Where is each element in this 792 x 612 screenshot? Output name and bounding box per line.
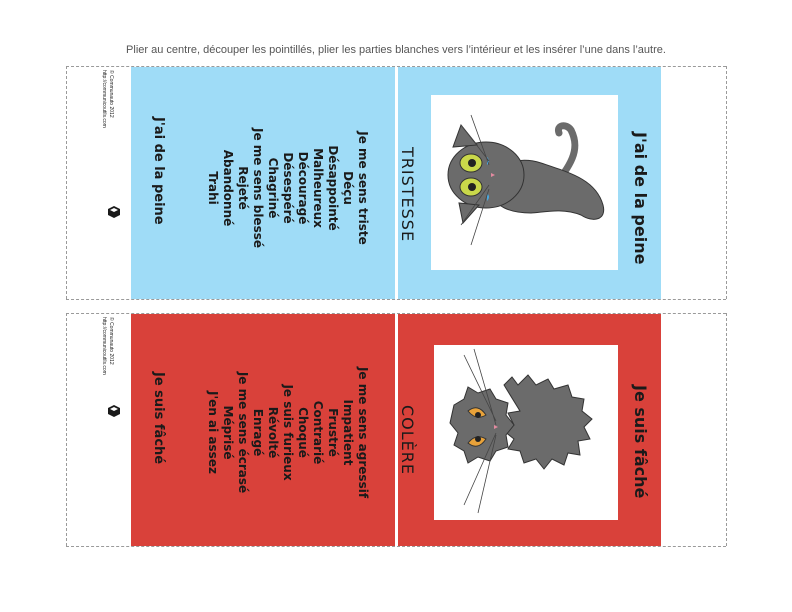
word-list-tristesse [205, 113, 370, 263]
cut-line-middle-upper [66, 299, 726, 300]
credit-tristesse [101, 70, 122, 210]
credit-colere [101, 317, 122, 457]
word-item: Déçu [341, 171, 355, 205]
caption-colere: Je suis fâché [631, 385, 650, 499]
cube-logo-icon [108, 405, 120, 417]
word-item: Révolté [266, 406, 280, 459]
word-item: Rejeté [236, 166, 250, 210]
word-item: Malheureux [311, 148, 325, 228]
cut-line-left-top [66, 66, 67, 299]
credit-text: © Communauto 2012 http://communicoutils.com [101, 317, 114, 375]
cut-line-right-top [726, 66, 727, 299]
word-item: Trahi [206, 171, 220, 205]
word-item: Frustré [326, 408, 340, 457]
instructions: Plier au centre, découper les pointillés, plier les parties blanches vers l’intérieur et les insérer l’une dans l’autre. [126, 44, 666, 56]
word-item: Découragé [296, 151, 310, 225]
word-item: Méprisé [221, 405, 235, 460]
closing-tristesse: J'ai de la peine [151, 117, 166, 225]
word-item: Chagriné [266, 157, 280, 219]
word-item: Je me sens agressif [356, 366, 370, 499]
title-tristesse: TRISTESSE [398, 147, 417, 243]
title-colere: COLÈRE [398, 405, 417, 476]
cube-logo-icon [108, 206, 120, 218]
angry-cat-icon [434, 345, 618, 520]
word-list-colere [205, 350, 370, 515]
word-item: Je me sens triste [356, 131, 370, 245]
caption-tristesse: J'ai de la peine [631, 132, 650, 265]
cut-line-bottom [66, 546, 726, 547]
cut-line-left-bottom [66, 313, 67, 546]
word-item: Désespéré [281, 152, 295, 224]
word-item: Je me sens écrasé [236, 371, 250, 494]
word-item: Abandonné [221, 149, 235, 227]
word-item: Impatient [341, 399, 355, 466]
word-item: J'en ai assez [206, 391, 220, 474]
word-item: Choqué [296, 407, 310, 458]
word-item: Je me sens blessé [251, 127, 265, 248]
word-item: Contrarié [311, 400, 325, 465]
credit-text: © Communauto 2012 http://communicoutils.com [101, 70, 114, 128]
word-item: Désappointé [326, 145, 340, 231]
closing-colere: Je suis fâché [151, 372, 166, 465]
cut-line-right-bottom [726, 313, 727, 546]
word-item: Enragé [251, 408, 265, 457]
sad-cat-icon [431, 95, 618, 270]
word-item: Je suis furieux [281, 384, 295, 481]
